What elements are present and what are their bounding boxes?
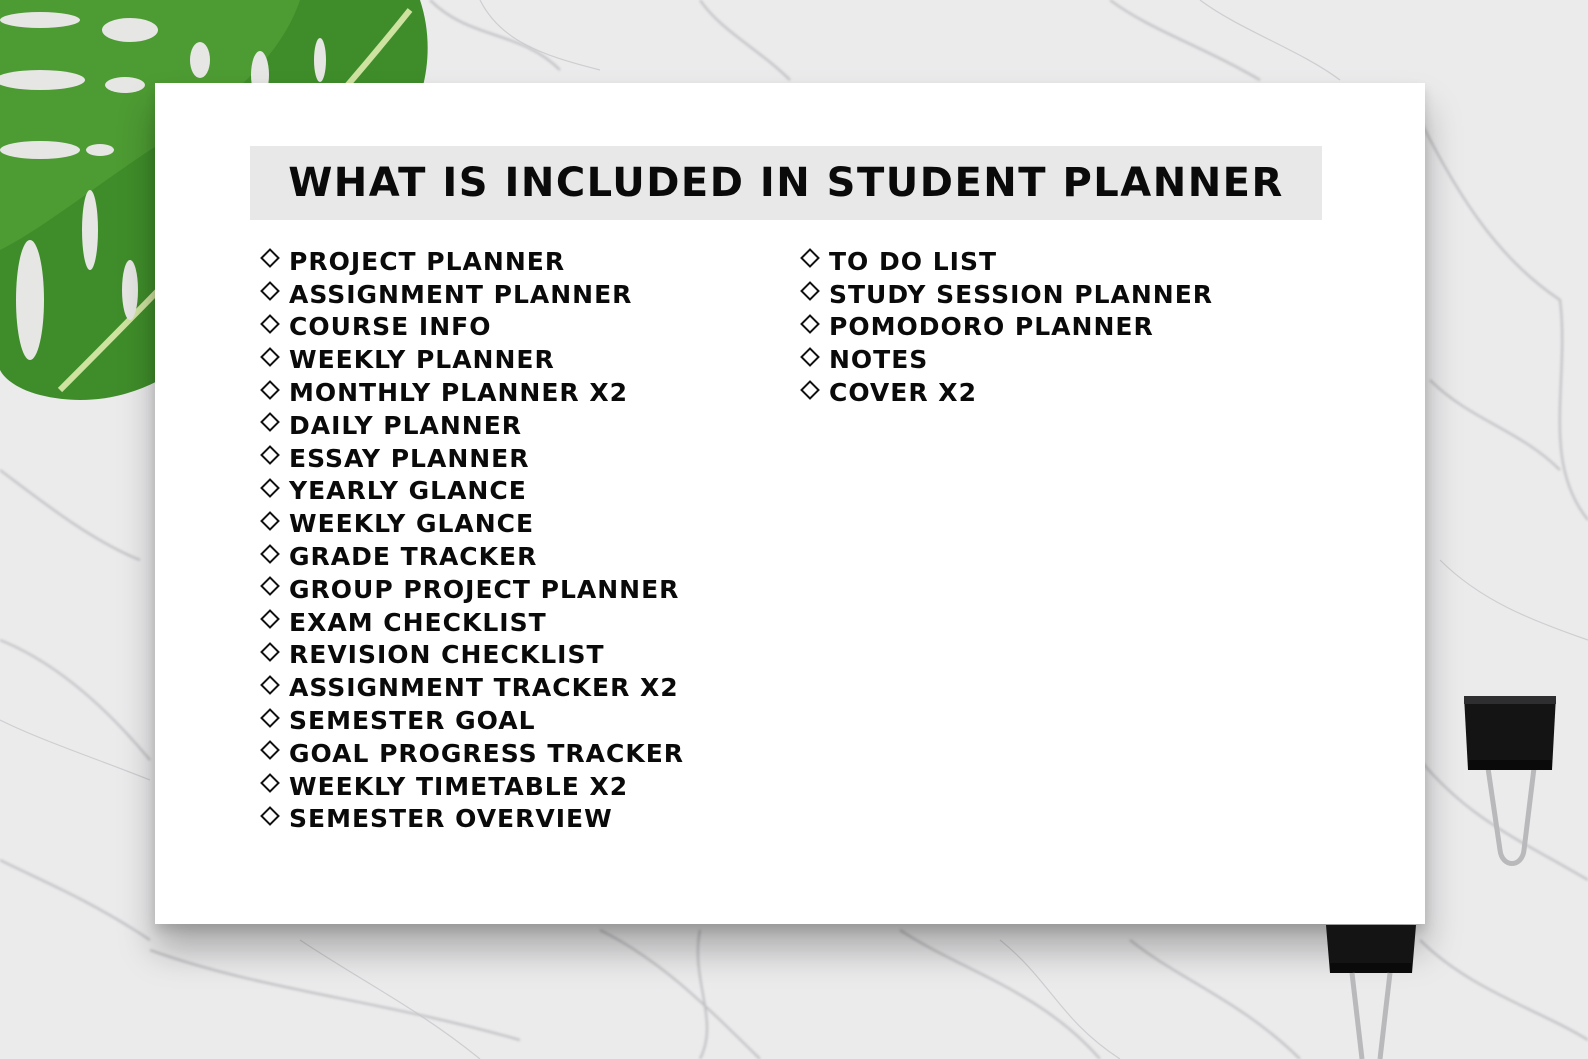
list-item: ESSAY PLANNER [260, 442, 684, 475]
list-item: COVER X2 [800, 376, 1213, 409]
list-item: WEEKLY TIMETABLE X2 [260, 770, 684, 803]
list-item: ASSIGNMENT TRACKER X2 [260, 671, 684, 704]
diamond-outline-icon [260, 511, 280, 531]
diamond-outline-icon [260, 609, 280, 629]
diamond-outline-icon [800, 380, 820, 400]
list-item: STUDY SESSION PLANNER [800, 278, 1213, 311]
diamond-outline-icon [260, 806, 280, 826]
title-band [250, 146, 1322, 220]
diamond-outline-icon [260, 478, 280, 498]
binder-clip-icon [1460, 690, 1560, 880]
diamond-outline-icon [260, 281, 280, 301]
diamond-outline-icon [260, 347, 280, 367]
diamond-outline-icon [260, 248, 280, 268]
diamond-outline-icon [260, 445, 280, 465]
list-item: ASSIGNMENT PLANNER [260, 278, 684, 311]
list-item: SEMESTER GOAL [260, 704, 684, 737]
planner-sheet [155, 83, 1425, 924]
diamond-outline-icon [260, 708, 280, 728]
list-item: MONTHLY PLANNER X2 [260, 376, 684, 409]
diamond-outline-icon [260, 642, 280, 662]
diamond-outline-icon [260, 576, 280, 596]
included-list-right [800, 245, 1213, 409]
list-item: COURSE INFO [260, 311, 684, 344]
list-item: WEEKLY PLANNER [260, 343, 684, 376]
diamond-outline-icon [260, 412, 280, 432]
included-list-left [260, 245, 684, 835]
list-item: GRADE TRACKER [260, 540, 684, 573]
diamond-outline-icon [800, 314, 820, 334]
list-item: PROJECT PLANNER [260, 245, 684, 278]
diamond-outline-icon [260, 544, 280, 564]
list-item: SEMESTER OVERVIEW [260, 803, 684, 836]
list-item: EXAM CHECKLIST [260, 606, 684, 639]
list-item: YEARLY GLANCE [260, 475, 684, 508]
binder-clip-icon [1322, 925, 1422, 1059]
list-item: POMODORO PLANNER [800, 311, 1213, 344]
diamond-outline-icon [260, 380, 280, 400]
diamond-outline-icon [800, 281, 820, 301]
list-item: GOAL PROGRESS TRACKER [260, 737, 684, 770]
list-item: WEEKLY GLANCE [260, 507, 684, 540]
page-title: WHAT IS INCLUDED IN STUDENT PLANNER [288, 160, 1284, 206]
list-item: NOTES [800, 343, 1213, 376]
list-item: DAILY PLANNER [260, 409, 684, 442]
diamond-outline-icon [800, 347, 820, 367]
diamond-outline-icon [260, 675, 280, 695]
list-item: REVISION CHECKLIST [260, 639, 684, 672]
diamond-outline-icon [260, 773, 280, 793]
diamond-outline-icon [800, 248, 820, 268]
diamond-outline-icon [260, 740, 280, 760]
diamond-outline-icon [260, 314, 280, 334]
list-item: GROUP PROJECT PLANNER [260, 573, 684, 606]
list-item: TO DO LIST [800, 245, 1213, 278]
